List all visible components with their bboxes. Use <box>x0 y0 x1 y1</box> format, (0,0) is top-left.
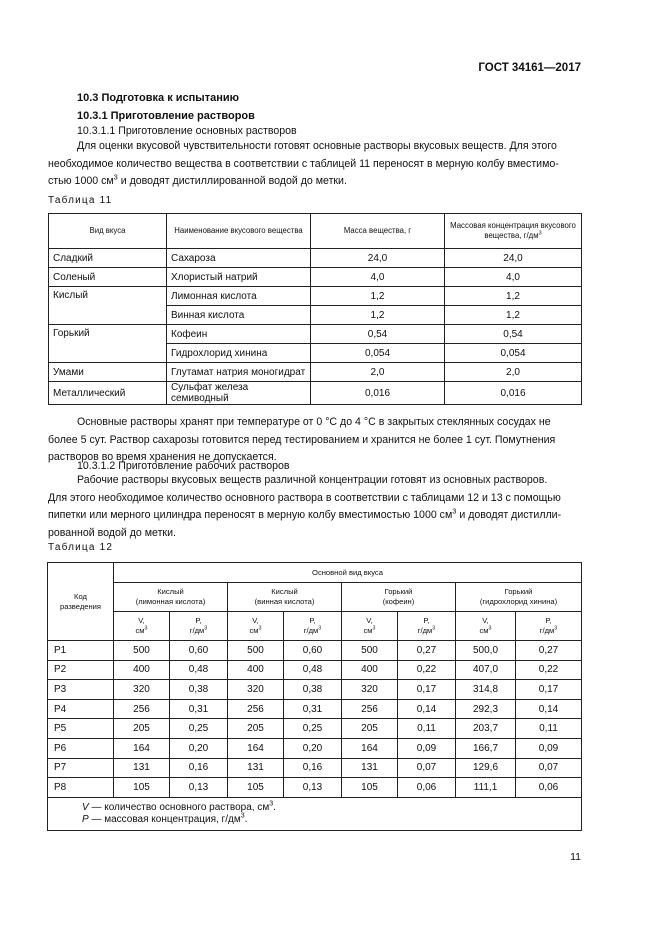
t12-cell-p2: 0,16 <box>284 758 342 778</box>
t12-cell-p3: 0,06 <box>398 778 456 798</box>
t12-header-taste-3: Горький (кофеин) <box>342 583 456 612</box>
table-row <box>49 363 582 382</box>
t12-cell-p4: 0,17 <box>516 680 582 700</box>
para3-line3: пипетки или мерного цилиндра переносят в мерную колбу вместимостью 1000 $см^3$ и доводят дистилли- <box>48 506 562 521</box>
table-row <box>48 680 582 700</box>
t11-substance: Сахароза <box>167 249 311 268</box>
t11-header-conc: Массовая концентрация вкусового вещества, $г/дм^3$ <box>445 214 582 249</box>
t12-cell-p2: 0,25 <box>284 719 342 739</box>
para2-line1: Основные растворы хранят при температуре от 0 °С до 4 °С в закрытых стеклянных сосудах не <box>77 416 551 428</box>
t12-cell-p2: 0,38 <box>284 680 342 700</box>
t12-header-code: Код разведения <box>48 563 114 641</box>
t11-mass: 1,2 <box>311 306 445 325</box>
t12-cell-p1: 0,13 <box>170 778 228 798</box>
para1-line1: Для оценки вкусовой чувствительности готовят основные растворы вкусовых веществ. Для этого <box>77 140 557 152</box>
subsection-title: 10.3.1 Приготовление растворов <box>77 110 255 122</box>
t12-body <box>48 641 582 798</box>
table11-header-row <box>49 214 582 249</box>
t12-cell-p3: 0,09 <box>398 738 456 758</box>
t11-substance: Кофеин <box>167 325 311 344</box>
t12-cell-v3: 500 <box>342 641 398 661</box>
t12-cell-p3: 0,27 <box>398 641 456 661</box>
para3-line2: Для этого необходимое количество основного раствора в соответствии с таблицами 12 и 13 с помощью <box>48 491 561 504</box>
t12-cell-v3: 105 <box>342 778 398 798</box>
t12-cell-v1: 131 <box>114 758 170 778</box>
paragraph-main-solutions <box>48 138 582 191</box>
t11-conc: 24,0 <box>445 249 582 268</box>
t12-cell-code: Р5 <box>48 719 114 739</box>
t12-cell-v2: 256 <box>228 699 284 719</box>
standard-number: ГОСТ 34161—2017 <box>478 62 581 74</box>
t12-header-p: P, $г/дм^3$ <box>398 612 456 641</box>
t11-header-substance: Наименование вкусового вещества <box>167 214 311 249</box>
t12-cell-v3: 256 <box>342 699 398 719</box>
t12-cell-p2: 0,48 <box>284 660 342 680</box>
t12-cell-v4: 314,8 <box>456 680 516 700</box>
t12-cell-p3: 0,22 <box>398 660 456 680</box>
table-row <box>49 249 582 268</box>
t12-cell-p4: 0,22 <box>516 660 582 680</box>
table-row <box>49 325 582 344</box>
t12-cell-v1: 256 <box>114 699 170 719</box>
para1-line3: стью 1000 $см^3$ и доводят дистиллированной водой до метки. <box>48 172 347 187</box>
t12-cell-p4: 0,27 <box>516 641 582 661</box>
section-title: 10.3 Подготовка к испытанию <box>77 92 239 104</box>
t11-header-mass: Масса вещества, г <box>311 214 445 249</box>
t12-cell-code: Р4 <box>48 699 114 719</box>
t12-cell-v2: 500 <box>228 641 284 661</box>
t11-conc: 0,054 <box>445 344 582 363</box>
table-11 <box>48 213 582 405</box>
t11-mass: 1,2 <box>311 287 445 306</box>
t11-substance: Сульфат железа семиводный <box>167 382 311 405</box>
t12-header-group: Основной вид вкуса <box>114 563 582 583</box>
t12-cell-p2: 0,13 <box>284 778 342 798</box>
t12-cell-v4: 500,0 <box>456 641 516 661</box>
t12-cell-v4: 166,7 <box>456 738 516 758</box>
t12-header-taste-1: Кислый (лимонная кислота) <box>114 583 228 612</box>
t12-cell-p4: 0,07 <box>516 758 582 778</box>
table11-caption: Таблица 11 <box>48 195 113 206</box>
t12-cell-v4: 129,6 <box>456 758 516 778</box>
t12-cell-v2: 400 <box>228 660 284 680</box>
t12-cell-p1: 0,25 <box>170 719 228 739</box>
t11-header-taste: Вид вкуса <box>49 214 167 249</box>
t12-cell-p2: 0,20 <box>284 738 342 758</box>
t12-notes-row <box>48 797 582 830</box>
t12-cell-v2: 105 <box>228 778 284 798</box>
t12-cell-p3: 0,14 <box>398 699 456 719</box>
para1-line2: необходимое количество вещества в соответствии с таблицей 11 переносят в мерную колбу вместимо- <box>48 157 559 170</box>
t12-cell-v3: 164 <box>342 738 398 758</box>
t12-cell-v1: 400 <box>114 660 170 680</box>
t12-cell-code: Р2 <box>48 660 114 680</box>
t12-cell-v3: 205 <box>342 719 398 739</box>
t11-substance: Глутамат натрия моногидрат <box>167 363 311 382</box>
paragraph-storage <box>48 414 582 467</box>
t11-taste: Умами <box>49 363 167 382</box>
t12-cell-v4: 292,3 <box>456 699 516 719</box>
t11-conc: 1,2 <box>445 306 582 325</box>
t12-cell-v2: 131 <box>228 758 284 778</box>
t12-cell-v2: 205 <box>228 719 284 739</box>
table-12 <box>47 562 582 831</box>
t12-header-p: P, $г/дм^3$ <box>516 612 582 641</box>
t11-mass: 0,054 <box>311 344 445 363</box>
t12-cell-p4: 0,09 <box>516 738 582 758</box>
para3-line1: Рабочие растворы вкусовых веществ различной концентрации готовят из основных растворов. <box>77 474 548 486</box>
t11-conc: 0,016 <box>445 382 582 405</box>
para3-line4: рованной водой до метки. <box>48 526 176 539</box>
t12-cell-p1: 0,60 <box>170 641 228 661</box>
t12-cell-code: Р6 <box>48 738 114 758</box>
t12-cell-v4: 111,1 <box>456 778 516 798</box>
page-number: 11 <box>570 851 581 863</box>
t12-cell-p1: 0,20 <box>170 738 228 758</box>
t11-taste: Металлический <box>49 382 167 405</box>
t11-taste: Кислый <box>49 287 167 325</box>
t12-cell-v3: 400 <box>342 660 398 680</box>
item-title-working-solutions: 10.3.1.2 Приготовление рабочих растворов <box>77 460 290 472</box>
t12-cell-v1: 164 <box>114 738 170 758</box>
table-row <box>48 719 582 739</box>
t11-conc: 1,2 <box>445 287 582 306</box>
t12-cell-v2: 320 <box>228 680 284 700</box>
para2-line3: растворов во время хранения не допускается. <box>48 451 277 463</box>
t11-conc: 2,0 <box>445 363 582 382</box>
t12-header-taste-4: Горький (гидрохлорид хинина) <box>456 583 582 612</box>
table-row <box>49 287 582 306</box>
t12-cell-code: Р1 <box>48 641 114 661</box>
table-row <box>48 699 582 719</box>
t12-cell-v1: 205 <box>114 719 170 739</box>
t12-cell-v1: 500 <box>114 641 170 661</box>
t11-mass: 24,0 <box>311 249 445 268</box>
t12-cell-v1: 105 <box>114 778 170 798</box>
t12-cell-v3: 320 <box>342 680 398 700</box>
t12-header-v: V, $см^3$ <box>342 612 398 641</box>
t12-cell-v2: 164 <box>228 738 284 758</box>
t12-cell-p3: 0,11 <box>398 719 456 739</box>
paragraph-working-solutions <box>48 472 582 542</box>
t11-substance: Винная кислота <box>167 306 311 325</box>
t12-cell-p1: 0,38 <box>170 680 228 700</box>
t11-taste: Соленый <box>49 268 167 287</box>
t12-cell-p3: 0,07 <box>398 758 456 778</box>
t11-conc: 4,0 <box>445 268 582 287</box>
para2-line2: более 5 сут. Раствор сахарозы готовится перед тестированием и хранится не более 1 сут. Помутнения <box>48 433 556 446</box>
note-v: V — количество основного раствора, $см^3$. <box>82 800 276 813</box>
t11-substance: Хлористый натрий <box>167 268 311 287</box>
t12-notes <box>48 797 582 830</box>
t12-cell-p2: 0,31 <box>284 699 342 719</box>
t12-header-taste-2: Кислый (винная кислота) <box>228 583 342 612</box>
t12-cell-p4: 0,11 <box>516 719 582 739</box>
t12-cell-v1: 320 <box>114 680 170 700</box>
t12-cell-p4: 0,06 <box>516 778 582 798</box>
t12-cell-p2: 0,60 <box>284 641 342 661</box>
t12-cell-p1: 0,48 <box>170 660 228 680</box>
t12-cell-v3: 131 <box>342 758 398 778</box>
table-row <box>48 660 582 680</box>
t12-header-v: V, $см^3$ <box>228 612 284 641</box>
note-p: P — массовая концентрация, $г/дм^3$. <box>82 812 248 825</box>
t12-header-v: V, $см^3$ <box>114 612 170 641</box>
t12-header-row-1 <box>48 563 582 583</box>
t11-substance: Гидрохлорид хинина <box>167 344 311 363</box>
table-row <box>48 778 582 798</box>
table-row <box>49 268 582 287</box>
t12-cell-p4: 0,14 <box>516 699 582 719</box>
t12-cell-code: Р8 <box>48 778 114 798</box>
t11-mass: 0,54 <box>311 325 445 344</box>
table-row <box>48 738 582 758</box>
t12-header-row-3 <box>48 612 582 641</box>
t12-cell-code: Р3 <box>48 680 114 700</box>
t11-taste: Сладкий <box>49 249 167 268</box>
t12-cell-p1: 0,16 <box>170 758 228 778</box>
t11-substance: Лимонная кислота <box>167 287 311 306</box>
t11-mass: 0,016 <box>311 382 445 405</box>
t12-header-p: P, $г/дм^3$ <box>284 612 342 641</box>
t12-cell-p1: 0,31 <box>170 699 228 719</box>
t12-cell-p3: 0,17 <box>398 680 456 700</box>
table-row <box>48 758 582 778</box>
table-row <box>49 382 582 405</box>
t12-header-row-2 <box>48 583 582 612</box>
t12-cell-v4: 407,0 <box>456 660 516 680</box>
t11-mass: 4,0 <box>311 268 445 287</box>
t11-taste: Горький <box>49 325 167 363</box>
table12-caption: Таблица 12 <box>48 542 114 553</box>
t11-mass: 2,0 <box>311 363 445 382</box>
t11-conc: 0,54 <box>445 325 582 344</box>
t12-cell-v4: 203,7 <box>456 719 516 739</box>
t12-cell-code: Р7 <box>48 758 114 778</box>
t12-header-p: P, $г/дм^3$ <box>170 612 228 641</box>
item-title-main-solutions: 10.3.1.1 Приготовление основных растворов <box>77 125 297 137</box>
table-row <box>48 641 582 661</box>
t12-header-v: V, $см^3$ <box>456 612 516 641</box>
